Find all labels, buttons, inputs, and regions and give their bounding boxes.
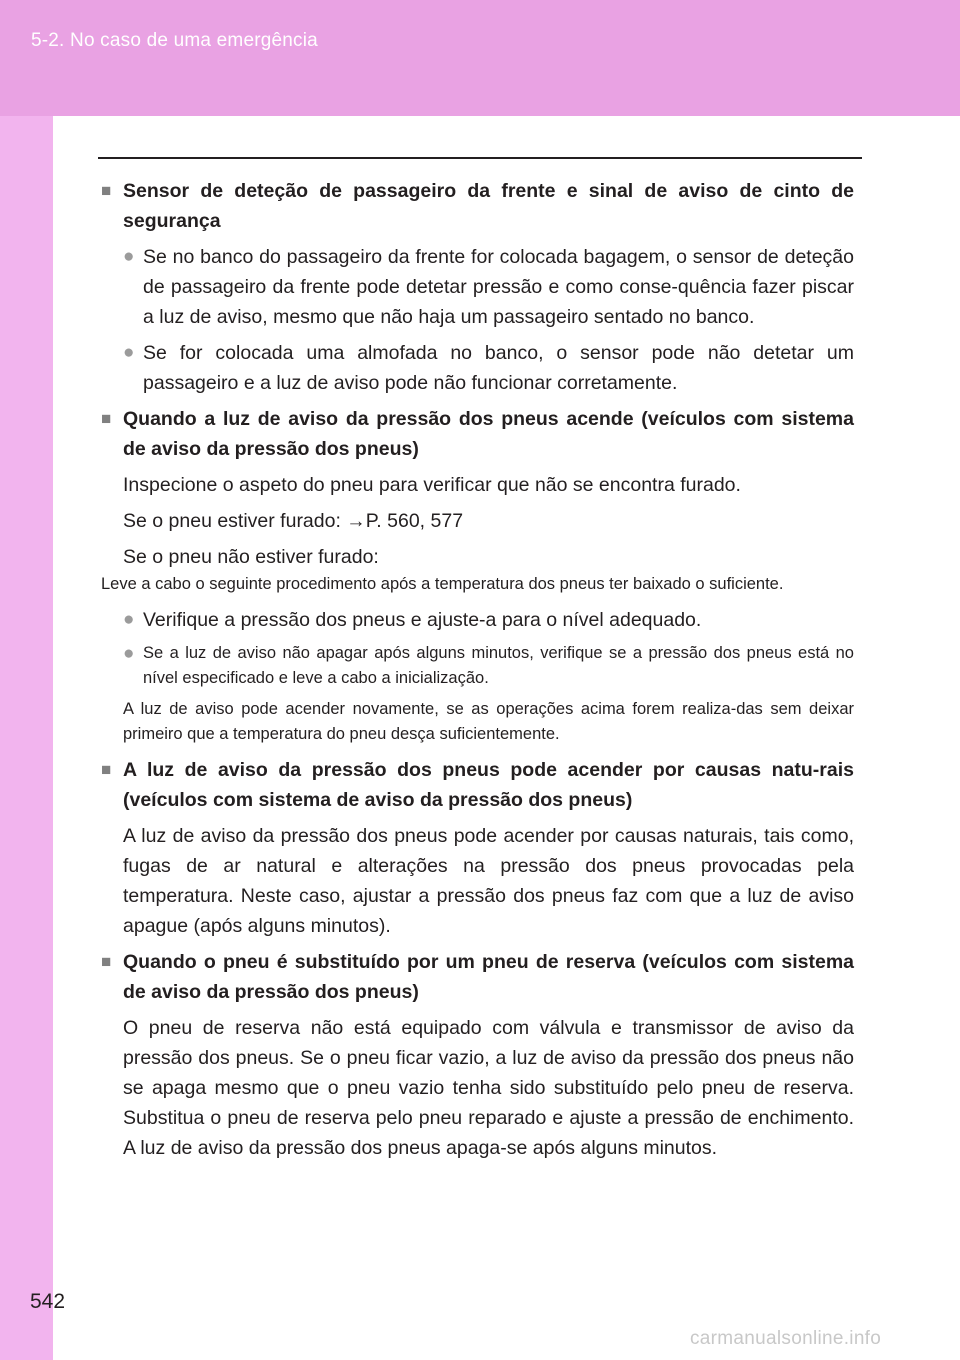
round-bullet-icon: ● [123, 246, 135, 267]
page-number: 542 [30, 1290, 66, 1313]
round-bullet-icon: ● [123, 342, 135, 363]
section-heading [101, 947, 854, 1007]
square-bullet-icon: ■ [101, 952, 112, 971]
side-margin-band [0, 116, 53, 1360]
section-heading [101, 176, 854, 236]
warning-note: A luz de aviso pode acender novamente, se as operações acima forem realiza-das sem deixar primeiro que a temperatura do pneu desça suficientemente. [123, 700, 854, 743]
list-item-text: Se a luz de aviso não apagar após alguns minutos, verifique se a pressão dos pneus está no nível especificado e leve a cabo a inicialização. [143, 644, 854, 687]
section-heading-text: A luz de aviso da pressão dos pneus pode acender por causas natu-rais (veículos com sistema de aviso da pressão dos pneus) [123, 759, 854, 811]
list-item [101, 605, 854, 635]
paragraph: Se o pneu não estiver furado: [123, 546, 379, 568]
section-heading-text: Sensor de deteção de passageiro da frente e sinal de aviso de cinto de segurança [123, 180, 854, 232]
paragraph: Inspecione o aspeto do pneu para verificar que não se encontra furado. [123, 474, 741, 496]
header-band [0, 0, 960, 116]
page-content [101, 176, 854, 1169]
round-bullet-icon: ● [123, 609, 135, 630]
section-heading-text: Quando a luz de aviso da pressão dos pneus acende (veículos com sistema de aviso da pressão dos pneus) [123, 408, 854, 460]
list-item-text: Verifique a pressão dos pneus e ajuste-a para o nível adequado. [143, 609, 702, 631]
section-title: 5-2. No caso de uma emergência [31, 30, 318, 51]
square-bullet-icon: ■ [101, 181, 112, 200]
round-bullet-icon: ● [123, 643, 135, 664]
procedure-note: Leve a cabo o seguinte procedimento após a temperatura dos pneus ter baixado o suficiente. [101, 575, 784, 593]
list-item [101, 641, 854, 691]
paragraph-page-reference: Se o pneu estiver furado: →P. 560, 577 [123, 510, 464, 532]
square-bullet-icon: ■ [101, 760, 112, 779]
list-item [101, 242, 854, 332]
top-divider [98, 157, 862, 159]
list-item [101, 338, 854, 398]
section-heading [101, 755, 854, 815]
watermark: carmanualsonline.info [690, 1328, 882, 1349]
paragraph: O pneu de reserva não está equipado com válvula e transmissor de aviso da pressão dos pneus. Se o pneu ficar vazio, a luz de aviso da pressão dos pneus não se apaga mesmo que o pneu vazio tenha sido substituído pelo pneu de reserva. Substitua o pneu de reserva pelo pneu reparado e ajuste a pressão de enchimento. A luz de aviso da pressão dos pneus apaga-se após alguns minutos. [123, 1017, 854, 1159]
square-bullet-icon: ■ [101, 409, 112, 428]
section-heading [101, 404, 854, 464]
paragraph: A luz de aviso da pressão dos pneus pode acender por causas naturais, tais como, fugas de ar natural e alterações na pressão dos pneus provocadas pela temperatura. Neste caso, ajustar a pressão dos pneus faz com que a luz de aviso apague (após alguns minutos). [123, 825, 854, 937]
list-item-text: Se no banco do passageiro da frente for colocada bagagem, o sensor de deteção de passageiro da frente pode detetar pressão e como conse-quência fazer piscar a luz de aviso, mesmo que não haja um passageiro sentado no banco. [143, 246, 854, 328]
section-heading-text: Quando o pneu é substituído por um pneu de reserva (veículos com sistema de aviso da pressão dos pneus) [123, 951, 854, 1003]
list-item-text: Se for colocada uma almofada no banco, o sensor pode não detetar um passageiro e a luz de aviso pode não funcionar corretamente. [143, 342, 854, 394]
